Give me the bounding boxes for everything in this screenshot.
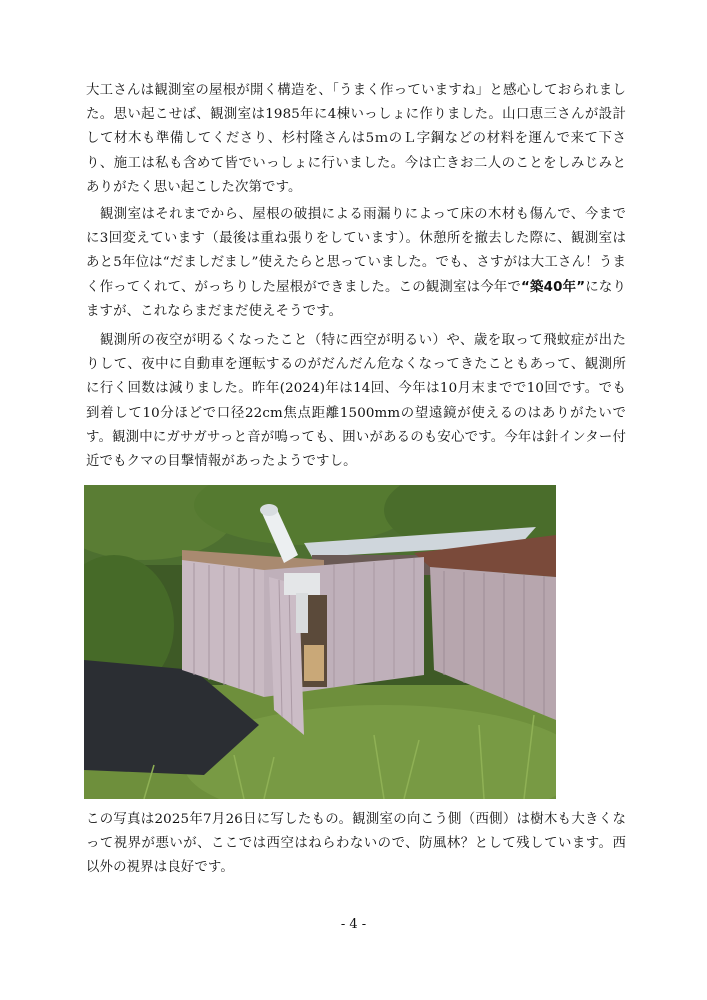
paragraph-observation-visits: 観測所の夜空が明るくなったこと（特に西空が明るい）や、歳を取って飛蚊症が出たりして、夜中に自動車を運転するのがだんだん危なくなってきたこともあって、観測所に行く回数は減りました。昨年(2024)年は14回、今年は10月末までで10回です。でも到着して10分ほどで口径22cm焦点距離1500mmの望遠鏡が使えるのはありがたいです。観測中にガサガサっと音が鳴っても、囲いがあるのも安心です。今年は針インター付近でもクマの目撃情報があったようですし。: [86, 333, 626, 470]
page-number: - 4 -: [340, 917, 367, 932]
paragraph-roof-history-text: 観測室はそれまでから、屋根の破損による雨漏りによって床の木材も傷んで、今までに3回変えています（最後は重ね張りをしています）。休憩所を撤去した際に、観測室はあと5年位は“だましだまし”使えたらと思っていました。でも、さすがは大工さん！うまく作ってくれて、がっちりした屋根ができました。この観測室は今年で: [86, 207, 626, 295]
paragraph-roof-history: [86, 203, 626, 324]
emphasis-40-years: “築40年”: [521, 279, 586, 295]
paragraph-carpenter: 大工さんは観測室の屋根が開く構造を、「うまく作っていますね」と感心しておられました。思い起こせば、観測室は1985年に4棟いっしょに作りました。山口恵三さんが設計して材木も準備してくださり、杉村隆さんは5ｍのＬ字鋼などの材料を運んで来て下さり、施工は私も含めて皆でいっしょに行いました。今は亡きお二人のことをしみじみとありがたく思い起こした次第です。: [86, 83, 626, 195]
paragraph-roof-history-tail: になりますが、これならまだまだ使えそうです。: [86, 279, 627, 319]
photo-caption: この写真は2025年7月26日に写したもの。観測室の向こう側（西側）は樹木も大きくなって視界が悪いが、ここでは西空はねらわないので、防風林？として残しています。西以外の視界は良好です。: [86, 812, 626, 876]
observatory-photo: [84, 485, 556, 799]
